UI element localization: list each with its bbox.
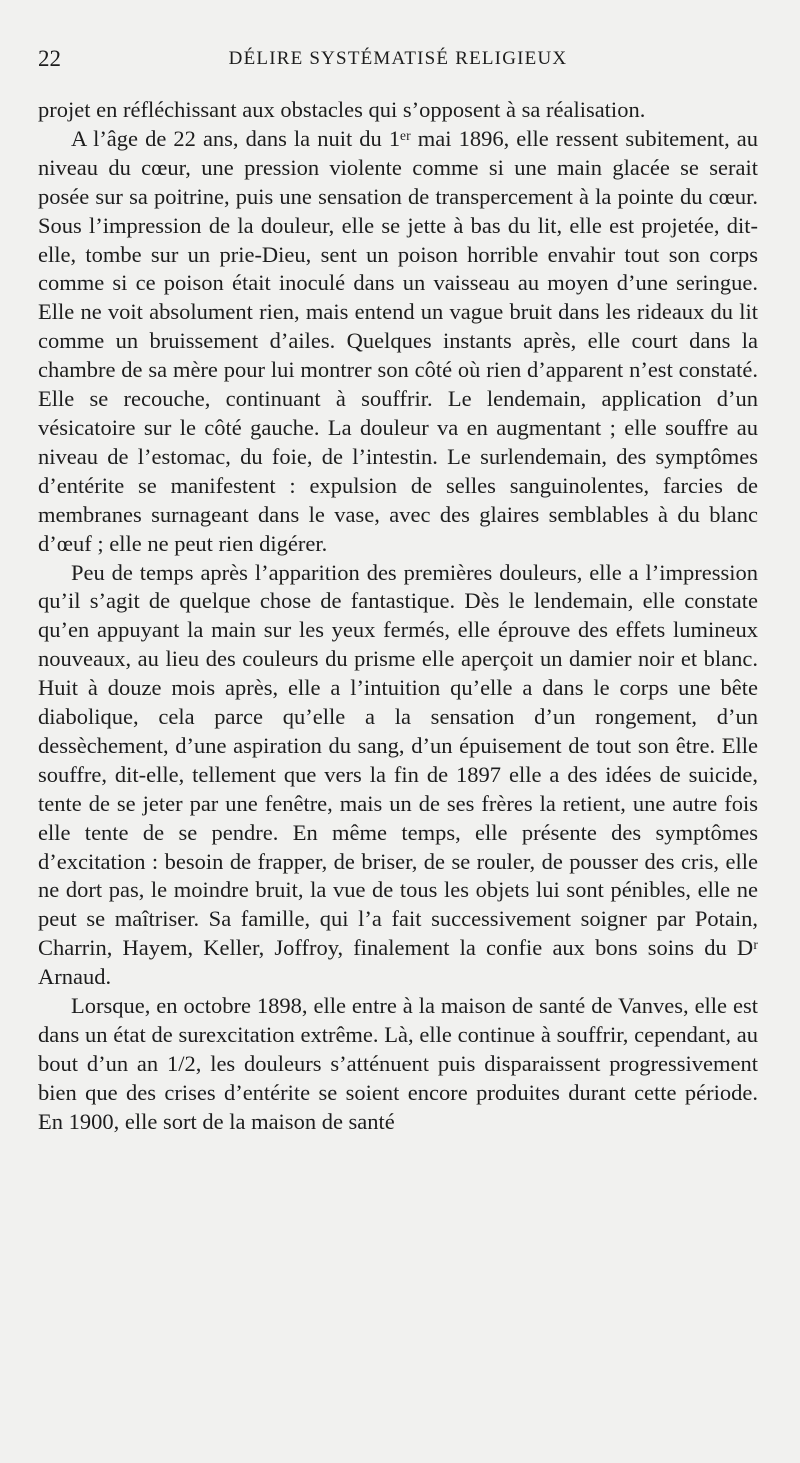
paragraph: Lorsque, en octobre 1898, elle entre à la maison de santé de Vanves, elle est dans un état de surexcitation extrême. Là, elle continue à souffrir, cependant, au bout d’un an 1/2, les douleurs s’atténuent puis disparaissent progressivement bien que des crises d’entérite se soient encore produites durant cette période. En 1900, elle sort de la maison de santé	[38, 993, 758, 1134]
paragraph: Peu de temps après l’apparition des premières douleurs, elle a l’impression qu’il s’agit de quelque chose de fantastique. Dès le lendemain, elle constate qu’en appuyant la main sur les yeux fermés, elle éprouve des effets lumineux nouveaux, au lieu des couleurs du prisme elle aperçoit un damier noir et blanc. Huit à douze mois après, elle a l’intuition qu’elle a dans le corps une bête diabolique, cela parce qu’elle a la sensation d’un rongement, d’un dessèchement, d’une aspiration du sang, d’un épuisement de tout son être. Elle souffre, dit-elle, tellement que vers la fin de 1897 elle a des idées de suicide, tente de se jeter par une fenêtre, mais un de ses frères la retient, une autre fois elle tente de se pendre. En même temps, elle présente des symptômes d’excitation : besoin de frapper, de briser, de se rouler, de pousser des cris, elle ne dort pas, le moindre bruit, la vue de tous les objets lui sont pénibles, elle ne peut se maîtriser. Sa famille, qui l’a fait successivement soigner par Potain, Charrin, Hayem, Keller, Joffroy, finalement la confie aux bons soins du Dʳ Arnaud.	[38, 559, 758, 990]
body-text	[38, 96, 758, 1137]
page-header	[38, 40, 758, 78]
paragraph: A l’âge de 22 ans, dans la nuit du 1ᵉʳ mai 1896, elle ressent subitement, au niveau du cœur, une pression violente comme si une main glacée se serait posée sur sa poitrine, puis une sensation de transpercement à la pointe du cœur. Sous l’impression de la douleur, elle se jette à bas du lit, elle est projetée, dit-elle, tombe sur un prie-Dieu, sent un poison horrible envahir tout son corps comme si ce poison était inoculé dans un vaisseau au moyen d’une seringue. Elle ne voit absolument rien, mais entend un vague bruit dans les rideaux du lit comme un bruissement d’ailes. Quelques instants après, elle court dans la chambre de sa mère pour lui montrer son côté où rien d’apparent n’est constaté. Elle se recouche, continuant à souffrir. Le lendemain, application d’un vésicatoire sur le côté gauche. La douleur va en augmentant ; elle souffre au niveau de l’estomac, du foie, de l’intestin. Le surlendemain, des symptômes d’entérite se manifestent : expulsion de selles sanguinolentes, farcies de membranes surnageant dans le vase, avec des glaires semblables à du blanc d’œuf ; elle ne peut rien digérer.	[38, 125, 758, 556]
page-number: 22	[38, 46, 61, 71]
running-title: DÉLIRE SYSTÉMATISÉ RELIGIEUX	[228, 48, 568, 69]
paragraph-continuation: projet en réfléchissant aux obstacles qui s’opposent à sa réalisation.	[38, 97, 646, 122]
